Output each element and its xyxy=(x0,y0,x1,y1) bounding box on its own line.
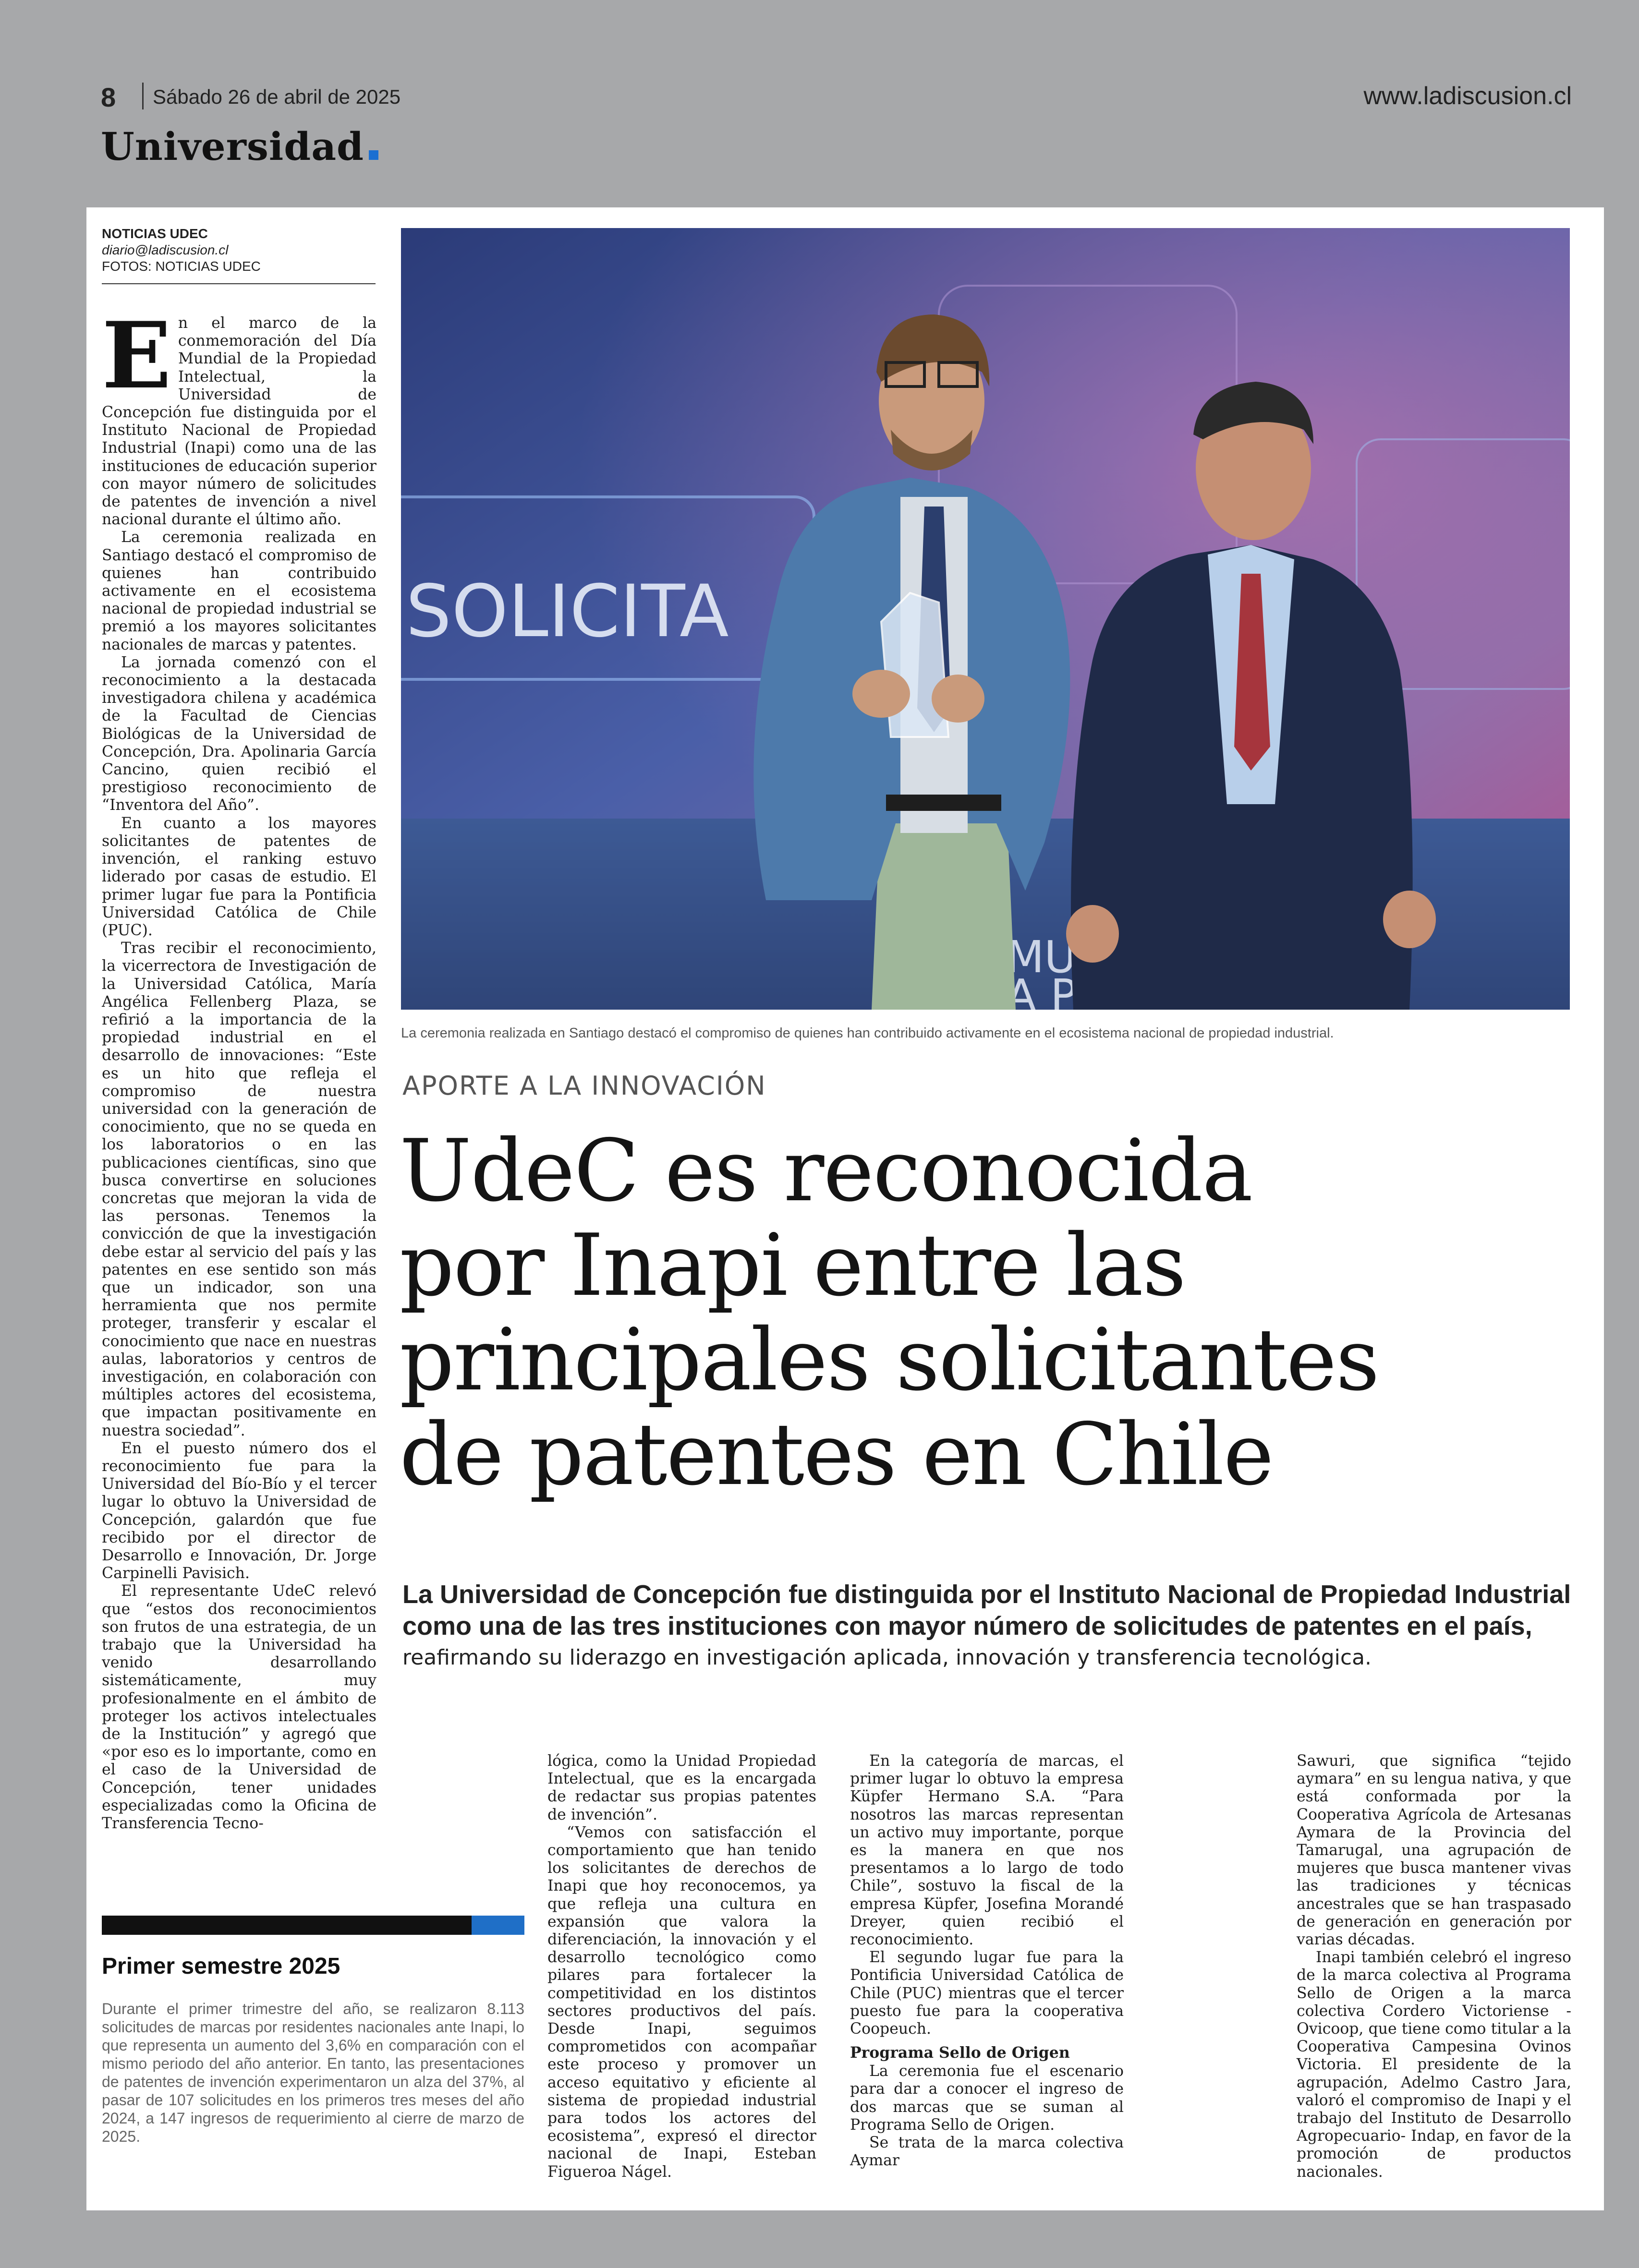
sidebar-text: Durante el primer trimestre del año, se realizaron 8.113 solicitudes de marcas por residentes nacionales ante Inapi, lo que representa un aumento del 3,6% en comparación con el mismo periodo del año anterior. En tanto, las presentaciones de patentes de invención experimentaron un alza del 37%, al pasar de 107 solicitudes en los primeros tres meses del año 2024, a 147 ingresos de requerimiento al cierre de marzo de 2025. xyxy=(102,2000,524,2145)
issue-date: Sábado 26 de abril de 2025 xyxy=(153,85,401,108)
headline-line: de patentes en Chile xyxy=(400,1405,1273,1504)
lede-regular: reafirmando su liderazgo en investigación aplicada, innovación y transferencia tecnológica. xyxy=(402,1645,1372,1670)
drop-cap: E xyxy=(102,302,171,409)
paragraph xyxy=(102,302,376,529)
photo-illustration xyxy=(401,228,1570,1010)
paragraph: lógica, como la Unidad Propiedad Intelectual, que es la encargada de redactar sus propias patentes de invención”. xyxy=(547,1752,816,1823)
paragraph-text: n el marco de la conmemoración del Día Mundial de la Propiedad Intelectual, la Universidad de Concepción fue distinguida por el Instituto Nacional de Propiedad Industrial (Inapi) como una de las instituciones de educación superior con mayor número de solicitudes de patentes de invención a nivel nacional durante el último año. xyxy=(102,314,376,529)
byline-photos: FOTOS: NOTICIAS UDEC xyxy=(102,259,261,274)
paragraph: En la categoría de marcas, el primer lugar lo obtuvo la empresa Küpfer Hermano S.A. “Para nosotros las marcas representan un activo muy importante, porque es la manera en que nos presentamos a lo largo de todo Chile”, sostuvo la fiscal de la empresa Küpfer, Josefina Morandé Dreyer, quien recibió el reconocimiento. xyxy=(850,1752,1124,1949)
article-column-2 xyxy=(547,1752,816,2181)
ceremony-photo xyxy=(401,228,1570,1010)
kicker: APORTE A LA INNOVACIÓN xyxy=(402,1071,766,1101)
paragraph: Tras recibir el reconocimiento, la vicerrectora de Investigación de la Universidad Católica, María Angélica Fellenberg Plaza, se refirió a la importancia de la propiedad industrial en el desarrollo de innovaciones: “Este es un hito que refleja el compromiso de nuestra universidad con la generación de conocimiento, que no se queda en los laboratorios o en las publicaciones científicas, sino que busca convertirse en soluciones concretas que mejoran la vida de las personas. Tenemos la convicción de que la investigación debe estar al servicio del país y las patentes en ese sentido son más que un indicador, son una herramienta que nos permite proteger, transferir y escalar el conocimiento que nace en nuestras aulas, laboratorios y centros de investigación, en colaboración con múltiples actores del ecosistema, que impactan positivamente en nuestra sociedad”. xyxy=(102,940,376,1439)
paragraph: En cuanto a los mayores solicitantes de patentes de invención, el ranking estuvo liderado por casas de estudio. El primer lugar fue para la Pontificia Universidad Católica de Chile (PUC). xyxy=(102,814,376,939)
article-column-4 xyxy=(1297,1752,1571,2181)
sidebar-rule xyxy=(102,1916,524,1935)
paragraph: La ceremonia fue el escenario para dar a conocer el ingreso de dos marcas que se suman al Programa Sello de Origen. xyxy=(850,2063,1124,2134)
byline-email: diario@ladiscusion.cl xyxy=(102,242,229,257)
paragraph: Inapi también celebró el ingreso de la marca colectiva al Programa Sello de Origen a la marca colectiva Cordero Victoriense -Ovicoop, que tiene como titular a la Cooperativa Campesina Ovinos Victoria. El presidente de la agrupación, Adelmo Castro Jara, valoró el compromiso de Inapi y el trabajo del Instituto de Desarrollo Agropecuario- Indap, en favor de la promoción de productos nacionales. xyxy=(1297,1949,1571,2181)
section-dot xyxy=(369,150,378,160)
paragraph: El representante UdeC relevó que “estos dos reconocimientos son frutos de una estrategia, de un trabajo que la Universidad ha venido desarrollando sistemáticamente, muy profesionalmente en el ámbito de proteger los activos intelectuales de la Institución” y agregó que «por eso es lo importante, como en el caso de la Universidad de Concepción, tener unidades especializadas como la Oficina de Transferencia Tecno- xyxy=(102,1582,376,1833)
backdrop-text-solicita: SOLICITA xyxy=(406,570,729,653)
byline xyxy=(102,226,376,284)
headline-line: por Inapi entre las xyxy=(400,1216,1186,1315)
website-link[interactable]: www.ladiscusion.cl xyxy=(1363,82,1572,110)
subheading: Programa Sello de Origen xyxy=(850,2044,1070,2062)
paragraph: La ceremonia realizada en Santiago destacó el compromiso de quienes han contribuido activamente en el ecosistema nacional de propiedad industrial se premió a los mayores solicitantes nacionales de marcas y patentes. xyxy=(102,529,376,653)
article-column-1 xyxy=(102,302,376,1833)
paragraph: El segundo lugar fue para la Pontificia Universidad Católica de Chile (PUC) mientras que el tercer puesto fue para la cooperativa Coopeuch. xyxy=(850,1949,1124,2038)
sidebar-rule-accent xyxy=(472,1916,524,1935)
sidebar-title: Primer semestre 2025 xyxy=(102,1954,340,1979)
paragraph: La jornada comenzó con el reconocimiento a la destacada investigadora chilena y académica de la Facultad de Ciencias Biológicas de la Universidad de Concepción, Dra. Apolinaria García Cancino, quien recibió el prestigioso reconocimiento de “Inventora del Año”. xyxy=(102,653,376,814)
headline-line: UdeC es reconocida xyxy=(400,1121,1252,1220)
headline-line: principales solicitantes xyxy=(400,1310,1379,1410)
headline xyxy=(400,1123,1542,1502)
section-label: Universidad xyxy=(101,124,364,169)
section-title xyxy=(101,124,378,169)
article-column-3 xyxy=(850,1752,1124,2170)
byline-source: NOTICIAS UDEC xyxy=(102,226,208,241)
lede xyxy=(402,1580,1574,1673)
paragraph: Sawuri, que significa “tejido aymara” en su lengua nativa, y que está conformada por la Cooperativa Agrícola de Artesanas Aymara de la Provincia del Tamarugal, una agrupación de mujeres que busca mantener vivas las tradiciones y técnicas ancestrales que se han traspasado de generación en generación por varias décadas. xyxy=(1297,1752,1571,1949)
lede-bold: como una de las tres instituciones con mayor número de solicitudes de patentes en el país, xyxy=(402,1612,1532,1641)
page-number: 8 xyxy=(101,82,116,112)
backdrop-text-pro: A xyxy=(1006,970,1036,1010)
photo-caption: La ceremonia realizada en Santiago destacó el compromiso de quienes han contribuido activamente en el ecosistema nacional de propiedad industrial. xyxy=(401,1025,1334,1041)
paragraph: En el puesto número dos el reconocimiento fue para la Universidad del Bío-Bío y el tercer lugar lo obtuvo la Universidad de Concepción, galardón que fue recibido por el director de Desarrollo e Innovación, Dr. Jorge Carpinelli Pavisich. xyxy=(102,1439,376,1582)
header-divider xyxy=(142,83,144,109)
paragraph: Se trata de la marca colectiva Aymar xyxy=(850,2134,1124,2170)
paragraph: “Vemos con satisfacción el comportamiento que han tenido los solicitantes de derechos de Inapi que hoy reconocemos, ya que refleja una cultura en expansión que valora la diferenciación, la innovación y el desarrollo tecnológico como pilares para fortalecer la competitividad en los distintos sectores productivos del país. Desde Inapi, seguimos comprometidos con acompañar este proceso y promover un acceso equitativo y eficiente al sistema de propiedad industrial para todos los actores del ecosistema”, expresó el director nacional de Inapi, Esteban Figueroa Nágel. xyxy=(547,1823,816,2181)
lede-bold: La Universidad de Concepción fue distinguida por el Instituto Nacional de Propiedad Industrial xyxy=(402,1580,1571,1609)
